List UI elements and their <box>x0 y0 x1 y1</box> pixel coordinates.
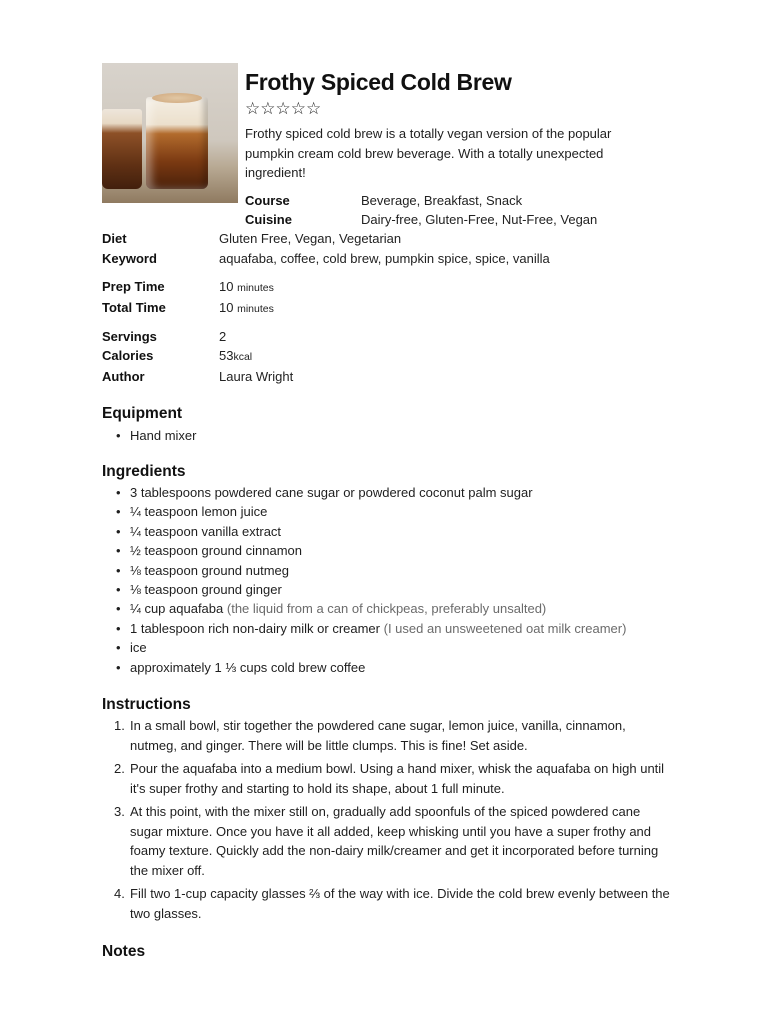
ingredient-item <box>112 483 626 502</box>
ingredient-text: 3 tablespoons powdered cane sugar or powdered coconut palm sugar <box>130 485 533 500</box>
equipment-item: • Hand mixer <box>112 426 196 445</box>
instruction-step <box>102 884 672 923</box>
foam-image <box>152 93 202 103</box>
total-time-label: Total Time <box>102 300 166 315</box>
ingredient-text: ¼ cup aquafaba <box>130 601 224 617</box>
recipe-photo <box>102 63 238 203</box>
ingredient-text: approximately 1 ⅓ cups cold brew coffee <box>130 659 366 675</box>
calories-unit: kcal <box>233 351 253 363</box>
ingredient-item <box>112 541 626 560</box>
cuisine-value: Dairy-free, Gluten-Free, Nut-Free, Vegan <box>361 212 598 227</box>
total-time-number: 10 <box>219 300 234 315</box>
step-number: 1. <box>114 718 125 733</box>
course-value: Beverage, Breakfast, Snack <box>361 193 523 208</box>
total-time-value <box>219 300 274 315</box>
keyword-label: Keyword <box>102 251 157 266</box>
ingredient-item <box>112 619 626 638</box>
glass-image <box>102 109 142 189</box>
author-value: Laura Wright <box>219 369 294 384</box>
step-number: 3. <box>114 804 125 819</box>
ingredient-text: ½ teaspoon ground cinnamon <box>130 543 303 559</box>
notes-heading: Notes <box>102 943 146 960</box>
ingredient-item <box>112 522 626 541</box>
ingredient-text: 1 tablespoon rich non-dairy milk or creamer <box>130 620 380 636</box>
total-time-unit: minutes <box>237 303 274 315</box>
prep-time-number: 10 <box>219 279 234 294</box>
diet-value: Gluten Free, Vegan, Vegetarian <box>219 231 402 246</box>
instruction-step <box>102 716 672 755</box>
step-number: 4. <box>114 886 125 901</box>
ingredient-text: ice <box>130 640 147 656</box>
step-text: Pour the aquafaba into a medium bowl. Using a hand mixer, whisk the aquafaba on high until it's super frothy and starting to hold its shape, about 1 full minute. <box>130 761 665 796</box>
recipe-summary: Frothy spiced cold brew is a totally vegan version of the popular pumpkin cream cold brew beverage. With a totally unexpected ingredient! <box>245 126 612 180</box>
prep-time-unit: minutes <box>237 282 274 294</box>
calories-value <box>219 348 252 363</box>
ingredient-item <box>112 658 626 677</box>
calories-number: 53 <box>219 348 234 363</box>
step-text: Fill two 1-cup capacity glasses ⅔ of the way with ice. Divide the cold brew evenly between the two glasses. <box>130 886 670 921</box>
course-label: Course <box>245 193 290 208</box>
ingredient-item <box>112 638 626 657</box>
instructions-list <box>102 716 672 927</box>
instruction-step <box>102 759 672 798</box>
ingredient-text: ¼ teaspoon vanilla extract <box>130 523 282 539</box>
ingredients-list <box>112 483 626 677</box>
keyword-value: aquafaba, coffee, cold brew, pumpkin spice, spice, vanilla <box>219 251 550 266</box>
equipment-list <box>112 426 196 445</box>
equipment-heading: Equipment <box>102 405 183 422</box>
servings-label: Servings <box>102 329 157 344</box>
instruction-step <box>102 802 672 880</box>
ingredient-item <box>112 561 626 580</box>
calories-label: Calories <box>102 348 154 363</box>
ingredient-text: ⅛ teaspoon ground nutmeg <box>130 562 290 578</box>
ingredient-item <box>112 502 626 521</box>
step-number: 2. <box>114 761 125 776</box>
ingredient-item <box>112 599 626 618</box>
step-text: At this point, with the mixer still on, gradually add spoonfuls of the spiced powdered cane sugar mixture. Once you have it all added, keep whisking until you have a super frothy and foamy texture. Quickly add the non-dairy milk/creamer and get it incorporated before turning the mixer off. <box>130 804 659 878</box>
prep-time-label: Prep Time <box>102 279 165 294</box>
ingredient-text: ⅛ teaspoon ground ginger <box>130 581 282 597</box>
recipe-title: Frothy Spiced Cold Brew <box>245 69 512 95</box>
ingredients-heading: Ingredients <box>102 463 186 480</box>
diet-label: Diet <box>102 231 127 246</box>
ingredient-text: ¼ teaspoon lemon juice <box>130 504 268 520</box>
ingredient-note: (I used an unsweetened oat milk creamer) <box>383 620 627 636</box>
ingredient-note: (the liquid from a can of chickpeas, preferably unsalted) <box>226 601 547 617</box>
servings-value[interactable]: 2 <box>219 329 227 344</box>
author-label: Author <box>102 369 145 384</box>
instructions-heading: Instructions <box>102 696 191 713</box>
step-text: In a small bowl, stir together the powdered cane sugar, lemon juice, vanilla, cinnamon, nutmeg, and ginger. There will be little clumps. This is fine! Set aside. <box>130 718 626 753</box>
ingredient-item <box>112 580 626 599</box>
prep-time-value <box>219 279 274 294</box>
rating-stars-icon[interactable]: ☆☆☆☆☆ <box>245 99 322 118</box>
glass-image <box>146 97 208 189</box>
cuisine-label: Cuisine <box>245 212 292 227</box>
